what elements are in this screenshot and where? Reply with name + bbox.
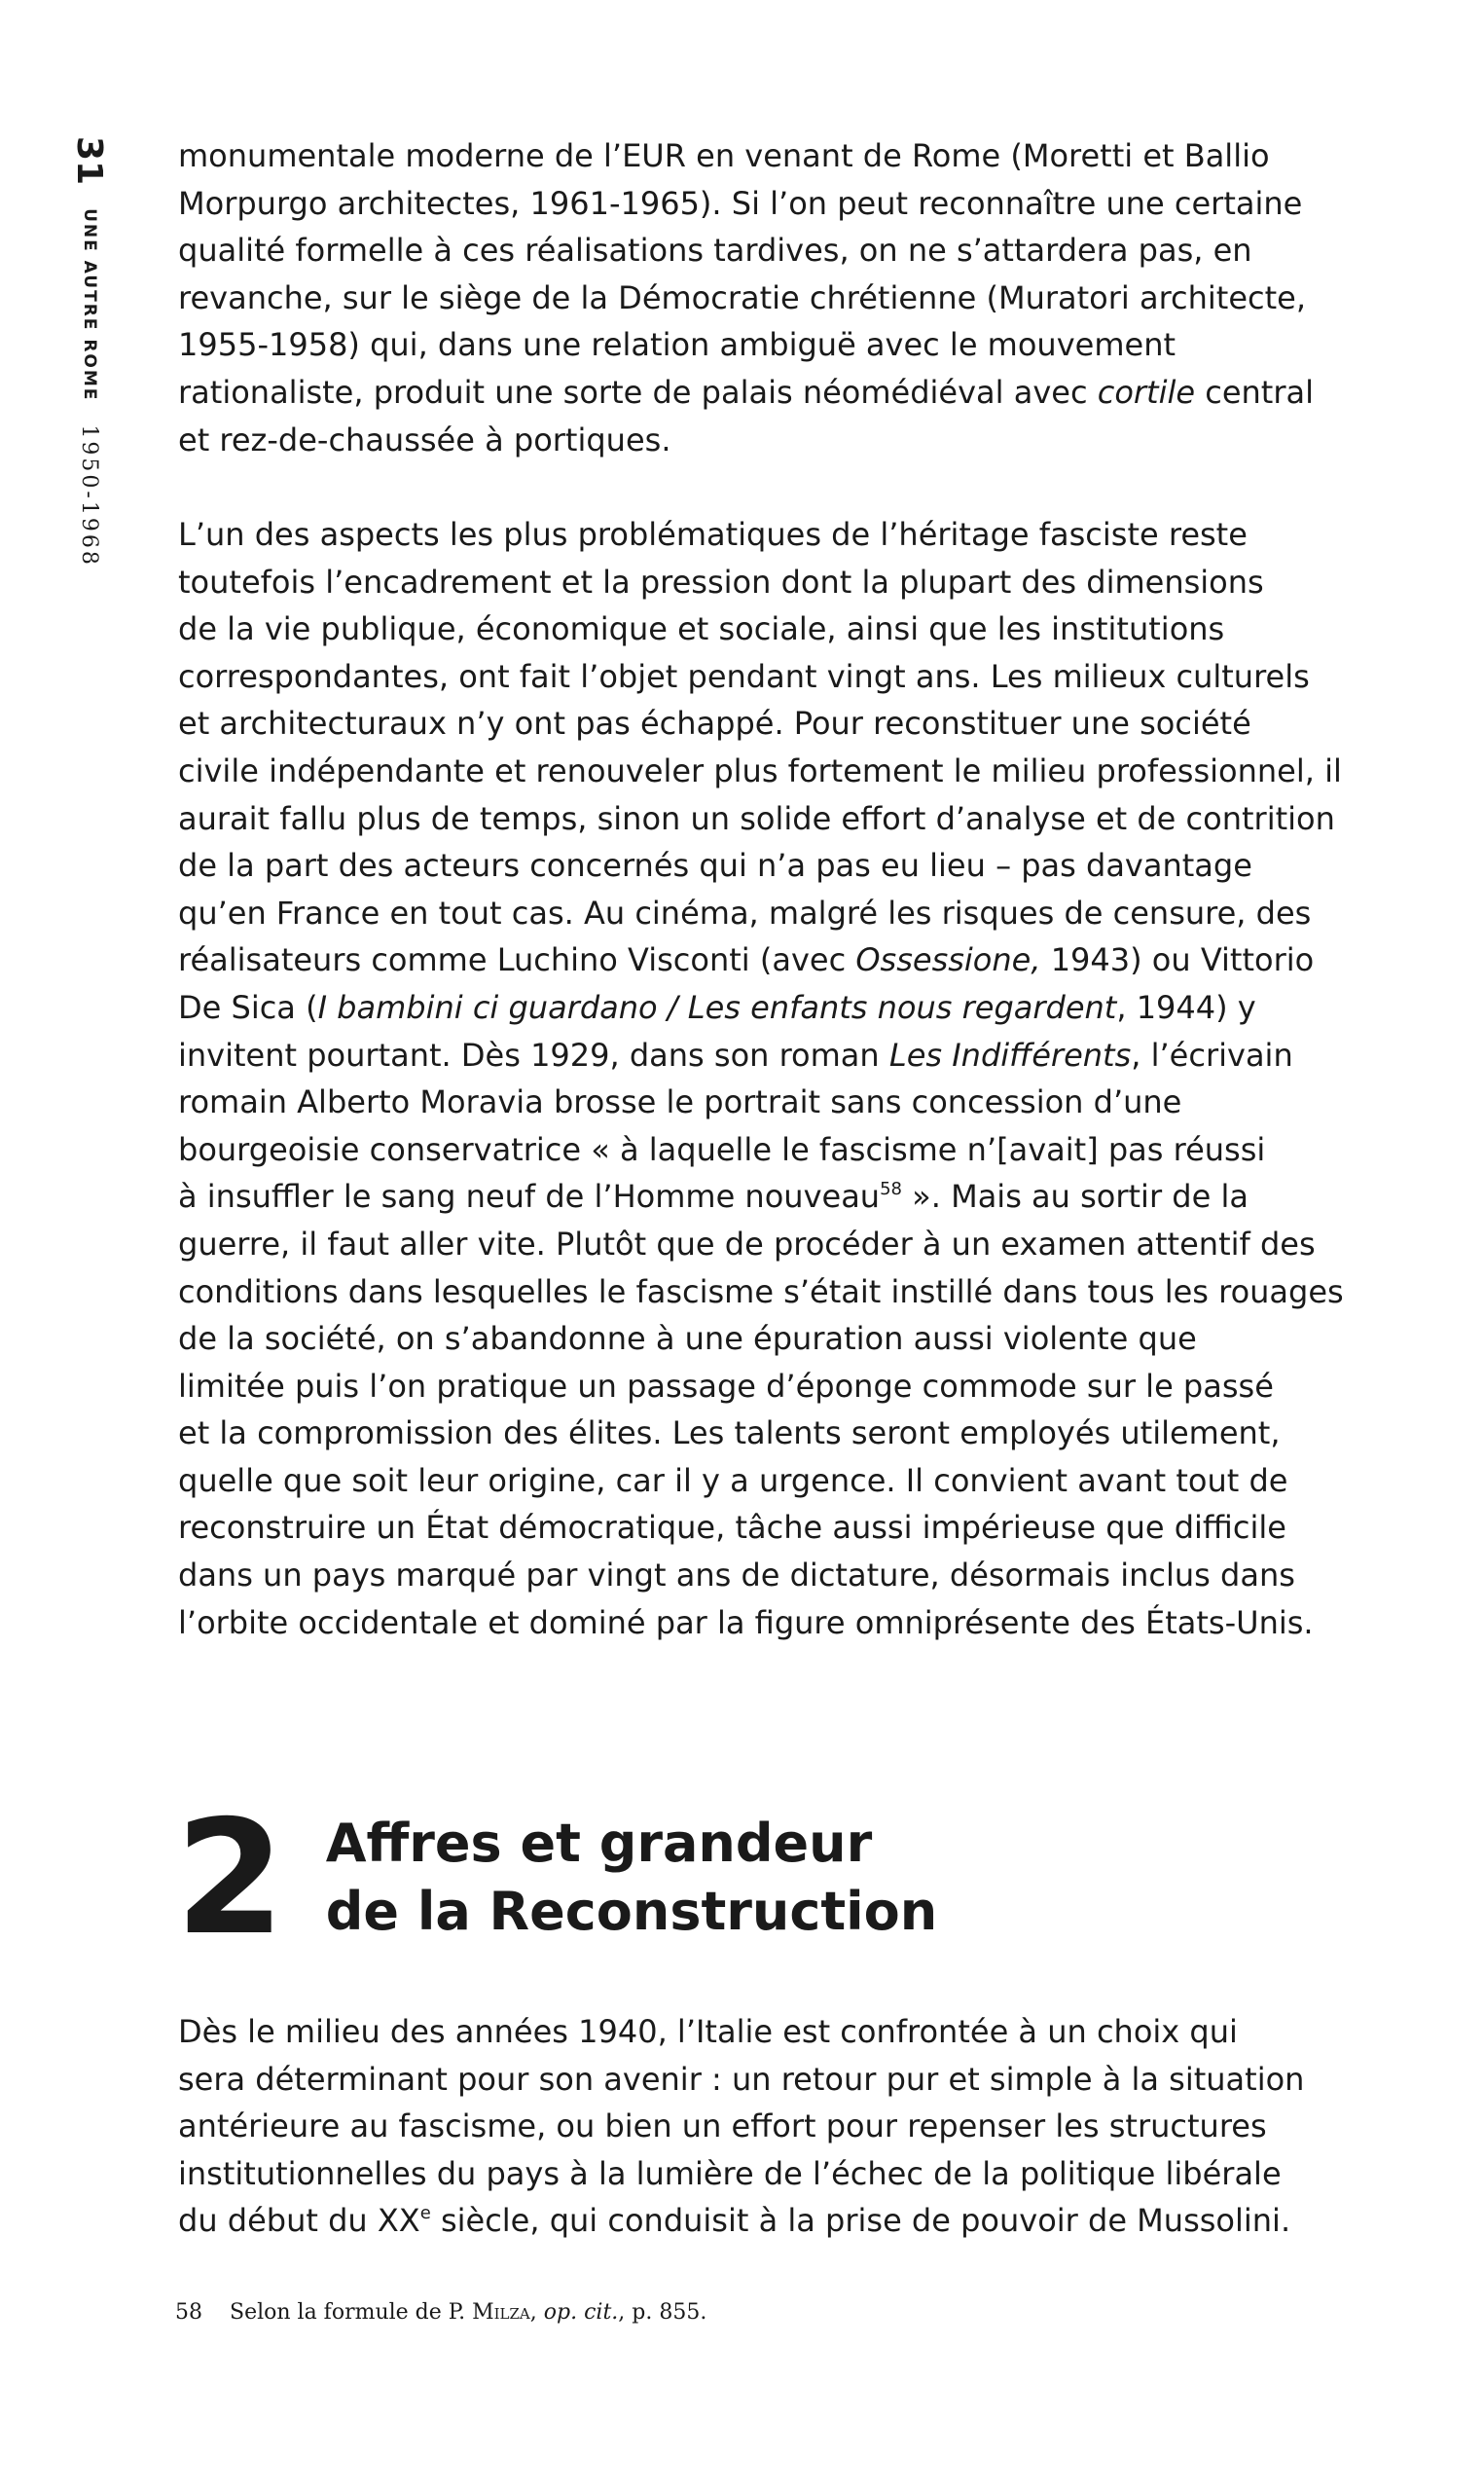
- text-line: institutionnelles du pays à la lumière de l’échec de la politique libérale: [178, 2154, 1282, 2192]
- text-line: de la société, on s’abandonne à une épuration aussi violente que: [178, 1320, 1197, 1358]
- text-line: revanche, sur le siège de la Démocratie chrétienne (Muratori architecte,: [178, 278, 1307, 316]
- book-years: 1950-1968: [77, 424, 102, 568]
- film-title: Ossessione,: [855, 941, 1041, 979]
- text-line: Dès le milieu des années 1940, l’Italie est confrontée à un choix qui: [178, 2013, 1238, 2050]
- text-line: De Sica (I bambini ci guardano / Les enfants nous regardent, 1944) y: [178, 988, 1256, 1026]
- text-line: civile indépendante et renouveler plus fortement le milieu professionnel, il: [178, 751, 1342, 789]
- text-line: L’un des aspects les plus problématiques de l’héritage fasciste reste: [178, 516, 1248, 553]
- paragraph-3: [178, 2008, 1341, 2245]
- footnote: 58 Selon la formule de P. Milza, op. cit., p. 855.: [175, 2300, 707, 2325]
- film-title: I bambini ci guardano / Les enfants nous regardent: [317, 988, 1117, 1026]
- text-line: toutefois l’encadrement et la pression dont la plupart des dimensions: [178, 563, 1264, 601]
- chapter-title: [326, 1810, 938, 1946]
- text-line: qu’en France en tout cas. Au cinéma, malgré les risques de censure, des: [178, 894, 1312, 932]
- chapter-number: 2: [175, 1787, 279, 1970]
- superscript: e: [419, 2202, 431, 2223]
- chapter-title-line: de la Reconstruction: [325, 1881, 938, 1942]
- paragraph-1: [178, 132, 1341, 463]
- text-line: reconstruire un État démocratique, tâche aussi impérieuse que difficile: [178, 1509, 1286, 1547]
- text-line: du début du XXe siècle, qui conduisit à la prise de pouvoir de Mussolini.: [178, 2202, 1291, 2240]
- text-line: à insuffler le sang neuf de l’Homme nouveau$^{58}$ ». Mais au sortir de la: [178, 1178, 1249, 1216]
- text-line: antérieure au fascisme, ou bien un effort pour repenser les structures: [178, 2107, 1267, 2145]
- italic-term: cortile: [1097, 373, 1196, 411]
- text-line: et la compromission des élites. Les talents seront employés utilement,: [178, 1414, 1281, 1452]
- text-line: et architecturaux n’y ont pas échappé. Pour reconstituer une société: [178, 705, 1251, 743]
- text-line: qualité formelle à ces réalisations tardives, on ne s’attardera pas, en: [178, 232, 1252, 270]
- text-line: aurait fallu plus de temps, sinon un solide effort d’analyse et de contrition: [178, 799, 1335, 837]
- text-line: correspondantes, ont fait l’objet pendant vingt ans. Les milieux culturels: [178, 657, 1310, 695]
- text-line: de la part des acteurs concernés qui n’a pas eu lieu – pas davantage: [178, 847, 1252, 885]
- text-line: monumentale moderne de l’EUR en venant de Rome (Moretti et Ballio: [178, 137, 1270, 174]
- text-line: invitent pourtant. Dès 1929, dans son roman Les Indifférents, l’écrivain: [178, 1036, 1293, 1074]
- text-line: réalisateurs comme Luchino Visconti (avec Ossessione, 1943) ou Vittorio: [178, 941, 1315, 979]
- chapter-title-line: Affres et grandeur: [325, 1813, 873, 1874]
- text-line: de la vie publique, économique et sociale, ainsi que les institutions: [178, 610, 1225, 648]
- text-line: l’orbite occidentale et dominé par la figure omniprésente des États-Unis.: [178, 1603, 1314, 1641]
- text-line: bourgeoisie conservatrice « à laquelle le fascisme n’[avait] pas réussi: [178, 1130, 1266, 1168]
- text-line: Morpurgo architectes, 1961-1965). Si l’on peut reconnaître une certaine: [178, 184, 1303, 222]
- text-line: 1955-1958) qui, dans une relation ambiguë avec le mouvement: [178, 326, 1176, 364]
- footnote-ref: 58: [880, 1178, 902, 1199]
- book-title-italic: Les Indifférents: [888, 1036, 1132, 1074]
- text-line: romain Alberto Moravia brosse le portrait sans concession d’une: [178, 1083, 1182, 1121]
- paragraph-2: [178, 511, 1344, 1646]
- footnote-author: Milza: [472, 2300, 530, 2325]
- text-line: rationaliste, produit une sorte de palais néomédiéval avec cortile central: [178, 373, 1314, 411]
- text-line: et rez-de-chaussée à portiques.: [178, 421, 671, 458]
- text-line: dans un pays marqué par vingt ans de dictature, désormais inclus dans: [178, 1557, 1295, 1594]
- book-title: UNE AUTRE ROME: [80, 208, 99, 402]
- text-line: conditions dans lesquelles le fascisme s’était instillé dans tous les rouages: [178, 1272, 1344, 1310]
- footnote-ref-italic: op. cit.: [543, 2300, 619, 2325]
- running-head: [66, 136, 113, 623]
- text-line: quelle que soit leur origine, car il y a urgence. Il convient avant tout de: [178, 1461, 1288, 1499]
- text-line: guerre, il faut aller vite. Plutôt que de procéder à un examen attentif des: [178, 1225, 1316, 1263]
- text-line: limitée puis l’on pratique un passage d’éponge commode sur le passé: [178, 1367, 1274, 1405]
- footnote-number: 58: [175, 2300, 202, 2325]
- page-number: 31: [69, 136, 110, 186]
- chapter-heading: [175, 1787, 938, 1970]
- text-line: sera déterminant pour son avenir : un retour pur et simple à la situation: [178, 2060, 1305, 2098]
